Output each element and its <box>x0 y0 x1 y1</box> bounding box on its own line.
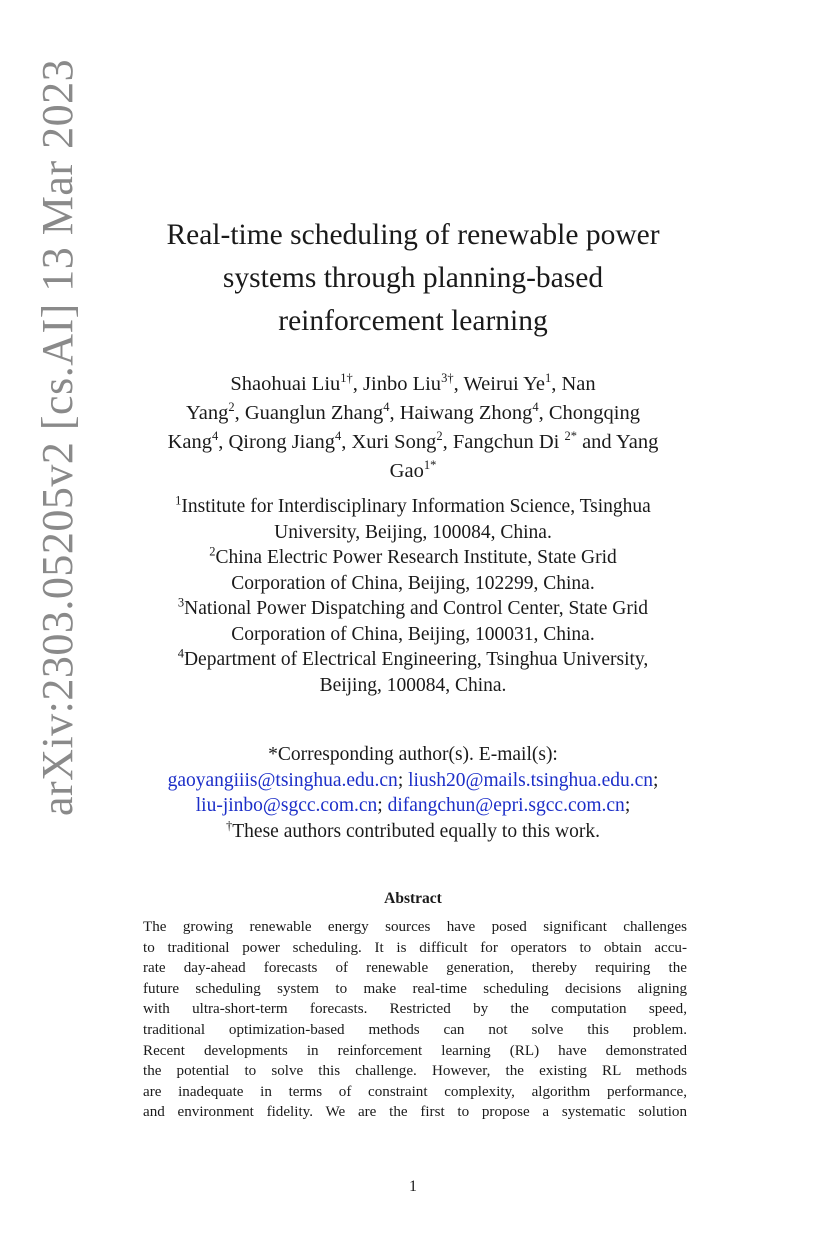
abstract-line: future scheduling system to make real-time scheduling decisions aligning <box>143 980 687 997</box>
affiliation-sup: 4 <box>177 646 184 661</box>
abstract-line: are inadequate in terms of constraint complexity, algorithm performance, <box>143 1083 687 1100</box>
author-sup: 3† <box>441 371 454 386</box>
separator: ; <box>397 769 404 791</box>
separator: ; <box>377 795 383 816</box>
affiliation-line: University, Beijing, 100084, China. <box>274 521 552 543</box>
abstract-line: The growing renewable energy sources have posed significant challenges <box>143 919 687 935</box>
dagger-mark: † <box>226 818 233 832</box>
abstract-line: to traditional power scheduling. It is difficult for operators to obtain accu- <box>143 939 687 956</box>
affiliation-line <box>100 647 726 673</box>
author-sup: 4 <box>334 429 342 444</box>
email-line-1 <box>100 768 726 794</box>
affiliation-line <box>100 545 726 571</box>
author-list <box>100 370 726 486</box>
affiliation-sup: 1 <box>175 493 182 508</box>
author-line-3 <box>100 428 726 457</box>
author-sup: 4 <box>212 429 219 444</box>
author-line-2 <box>100 399 726 428</box>
author-sup: 2 <box>436 429 443 444</box>
email-link[interactable]: liu-jinbo@sgcc.com.cn <box>195 795 378 816</box>
author-text: , Fangchun Di <box>442 431 565 453</box>
affiliation-line: Beijing, 100084, China. <box>319 674 507 696</box>
author-text: , Guanglun Zhang <box>234 402 384 424</box>
author-text: , Jinbo Liu <box>352 373 442 395</box>
paper-title <box>100 214 726 343</box>
author-line-4 <box>100 457 726 486</box>
author-text: , Chongqing <box>538 402 640 424</box>
affiliation-sup: 3 <box>177 595 185 610</box>
affiliation-text: China Electric Power Research Institute, State Grid <box>215 547 617 568</box>
affiliation-text: Institute for Interdisciplinary Information Science, Tsinghua <box>181 496 651 517</box>
author-text: Yang <box>186 402 229 424</box>
abstract-line: traditional optimization-based methods can not solve this problem. <box>143 1021 687 1038</box>
email-link[interactable]: difangchun@epri.sgcc.com.cn <box>387 795 625 816</box>
email-link[interactable]: liush20@mails.tsinghua.edu.cn <box>408 769 654 791</box>
affiliation-line: Corporation of China, Beijing, 102299, China. <box>231 572 595 594</box>
abstract-line: with ultra-short-term forecasts. Restricted by the computation speed, <box>143 1001 687 1018</box>
abstract-line: and environment fidelity. We are the first to propose a systematic solution <box>143 1104 687 1121</box>
separator: ; <box>653 769 659 791</box>
author-sup: 1† <box>340 371 353 386</box>
equal-contribution-note <box>100 819 726 845</box>
email-link[interactable]: gaoyangiiis@tsinghua.edu.cn <box>167 769 398 791</box>
author-text: , Weirui Ye <box>453 373 545 395</box>
abstract-line: rate day-ahead forecasts of renewable generation, thereby requiring the <box>143 960 687 977</box>
equal-contribution-text: These authors contributed equally to this work. <box>232 820 600 842</box>
affiliation-text: National Power Dispatching and Control Center, State Grid <box>184 598 649 619</box>
author-sup: 2 <box>228 400 235 415</box>
affiliations <box>100 494 726 698</box>
author-sup: 1* <box>423 458 437 473</box>
author-sup: 2* <box>564 429 577 444</box>
abstract-heading: Abstract <box>384 890 442 907</box>
author-sup: 4 <box>383 400 390 415</box>
email-line-2 <box>100 793 726 819</box>
title-line: reinforcement learning <box>278 305 548 337</box>
author-text: and Yang <box>576 431 659 453</box>
affiliation-line: Corporation of China, Beijing, 100031, China. <box>231 623 595 645</box>
separator: ; <box>624 795 631 816</box>
title-line: systems through planning-based <box>222 262 604 294</box>
affiliation-line <box>100 596 726 622</box>
title-line: Real-time scheduling of renewable power <box>166 219 660 251</box>
author-sup: 1 <box>544 371 552 386</box>
affiliation-text: Department of Electrical Engineering, Tsinghua University, <box>183 649 649 670</box>
page-number: 1 <box>409 1178 417 1195</box>
author-sup: 4 <box>532 400 539 415</box>
author-text: , Qirong Jiang <box>218 431 335 453</box>
author-text: Gao <box>389 460 424 482</box>
author-line-1 <box>100 370 726 399</box>
author-text: Kang <box>167 431 212 453</box>
arxiv-identifier: arXiv:2303.05205v2 [cs.AI] 13 Mar 2023 <box>33 58 82 816</box>
abstract-body <box>143 917 687 1123</box>
affiliation-sup: 2 <box>209 544 216 559</box>
author-text: Shaohuai Liu <box>230 373 341 395</box>
correspondence-label: *Corresponding author(s). E-mail(s): <box>268 744 558 765</box>
affiliation-line <box>100 494 726 520</box>
correspondence-block <box>100 742 726 844</box>
abstract-line: the potential to solve this challenge. However, the existing RL methods <box>143 1063 687 1080</box>
author-text: , Nan <box>551 373 596 395</box>
author-text: , Haiwang Zhong <box>389 402 533 424</box>
abstract-line: Recent developments in reinforcement learning (RL) have demonstrated <box>143 1042 687 1059</box>
author-text: , Xuri Song <box>341 431 437 453</box>
